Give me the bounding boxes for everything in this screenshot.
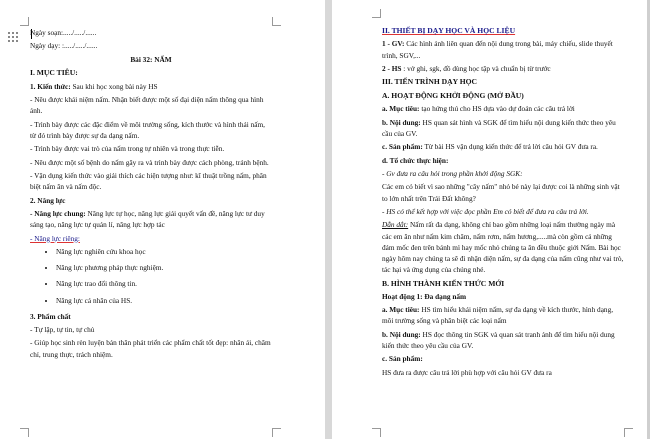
page-corner-mark xyxy=(624,428,633,437)
ngay-day: Ngày dạy: :...../...../...... xyxy=(30,41,98,51)
label: a. Mục tiêu: xyxy=(382,104,420,114)
text: Các hình ảnh liên quan đến nội dung trong bài, máy chiếu, slide thuyết trình, SGV,... xyxy=(382,39,613,60)
text: Nấm rất đa dạng, không chỉ bao gồm những loại nấm thường ngày mà các em ăn như nấm kim châm, nấm rơm, nấm hương,.....mà còn gồm cả những đám mốc đen trên bánh mì hay mốc nhỏ chúng ta ăn đều thuộc giới Nấm. Bài học ngày hôm nay chúng ta sẽ đi nhận diện nấm, sự đa dạng của nấm cũng như vai trò, tác hại và ứng dụng của chúng nhé. xyxy=(382,220,624,275)
heading-san-pham: c. Sản phẩm: xyxy=(382,354,423,364)
page-corner-mark xyxy=(372,9,381,18)
page-corner-mark xyxy=(372,428,381,437)
paragraph-nang-luc-rieng: - Năng lực riêng: xyxy=(30,233,80,243)
paragraph: - Trình bày được các đặc điểm về môi trường sống, kích thước và hình thái nấm, từ đó trình bày được sự đa dạng nấm. xyxy=(30,119,266,140)
page-2-text[interactable] xyxy=(382,23,624,380)
paragraph xyxy=(382,304,624,326)
heading-to-chuc: d. Tổ chức thực hiện: xyxy=(382,155,449,165)
heading-tien-trinh: III. TIẾN TRÌNH DẠY HỌC xyxy=(382,77,478,87)
heading-hinh-thanh: B. HÌNH THÀNH KIẾN THỨC MỚI xyxy=(382,278,505,288)
page-corner-mark xyxy=(272,428,281,437)
label: a. Mục tiêu: xyxy=(382,305,420,315)
paragraph xyxy=(382,219,624,275)
paragraph: - Trình bày được vai trò của nấm trong tự nhiên và trong thực tiễn. xyxy=(30,144,225,154)
page-corner-mark xyxy=(20,17,29,26)
lesson-title: Bài 32: NẤM xyxy=(130,54,172,64)
text: Năng lực tự học, năng lực giải quyết vấn đề, năng lực tư duy sáng tạo, năng lực tự quản lí, năng lực hợp tác xyxy=(30,208,265,230)
heading-hoat-dong-1: Hoạt động 1: Đa dạng nấm xyxy=(382,291,467,301)
list-item: • Năng lực nghiên cứu khoa học xyxy=(56,246,272,257)
list-item: • Năng lực cá nhân của HS. xyxy=(56,295,272,306)
paragraph xyxy=(382,103,624,114)
page-corner-mark xyxy=(272,17,281,26)
paragraph: - Vận dụng kiến thức vào giải thích các hiện tượng như: kĩ thuật trồng nấm, phân biệt nấm ăn và nấm độc. xyxy=(30,170,267,192)
label: b. Nội dung: xyxy=(382,329,421,339)
document-page-2 xyxy=(332,0,650,439)
list-item: • Năng lực trao đổi thông tin. xyxy=(56,278,272,289)
paragraph xyxy=(30,208,272,230)
text: tạo hứng thú cho HS dựa vào dự đoán các câu trả lời xyxy=(419,104,575,114)
paragraph: - Gv đưa ra câu hỏi trong phần khởi động SGK: xyxy=(382,168,523,178)
label: b. Nội dung: xyxy=(382,117,421,127)
page-corner-mark xyxy=(20,428,29,437)
page-1-text[interactable] xyxy=(30,27,272,362)
label: c. Sản phẩm: xyxy=(382,142,423,152)
paragraph xyxy=(30,81,272,92)
text: Từ bài HS vận dụng kiến thức để trả lời câu hỏi GV đưa ra. xyxy=(422,142,598,152)
text: Sau khi học xong bài này HS xyxy=(70,81,158,91)
paragraph xyxy=(382,38,624,60)
bullet-list xyxy=(30,246,272,306)
paragraph: - HS có thể kết hợp với việc đọc phần Em có biết để đưa ra câu trả lời. xyxy=(382,206,589,216)
paragraph xyxy=(382,329,624,351)
text: HS tìm hiểu khái niệm nấm, sự đa dạng về kích thước, hình dạng, môi trường sống và phân biệt các loại nấm xyxy=(382,305,614,326)
list-item: • Năng lực phương pháp thực nghiệm. xyxy=(56,262,272,273)
text: HS quan sát hình và SGK để tìm hiểu nội dung kiến thức theo yêu cầu của GV. xyxy=(382,117,616,138)
paragraph: - Nêu được một số bệnh do nấm gây ra và trình bày được cách phòng, tránh bệnh. xyxy=(30,157,269,167)
paragraph: - Giúp học sinh rèn luyện bản thân phát triển các phẩm chất tốt đẹp: nhân ái, chăm chỉ, trung thực, trách nhiệm. xyxy=(30,338,271,359)
text: : vở ghi, sgk, đồ dùng học tập và chuẩn bị từ trước xyxy=(401,63,551,73)
ngay-soan: Ngày soạn:...../...../...... xyxy=(30,28,97,37)
page-gutter xyxy=(325,0,332,439)
heading-nang-luc: 2. Năng lực xyxy=(30,195,66,205)
paragraph: - Tự lập, tự tin, tự chủ xyxy=(30,325,95,335)
paragraph xyxy=(382,117,624,139)
label: 1. Kiến thức: xyxy=(30,81,71,91)
heading-khoi-dong: A. HOẠT ĐỘNG KHỞI ĐỘNG (MỞ ĐẦU) xyxy=(382,90,524,100)
label: 1 - GV: xyxy=(382,39,405,49)
heading-pham-chat: 3. Phẩm chất xyxy=(30,311,71,321)
label: - Năng lực chung: xyxy=(30,208,86,218)
paragraph xyxy=(382,63,624,74)
paragraph: Các em có biết vì sao những "cây nấm" nhỏ bé này lại được coi là những sinh vật to lớn nhất trên Trái Đất không? xyxy=(382,182,620,203)
paragraph: - Nêu được khái niệm nấm. Nhận biết được một số đại diện nấm thông qua hình ảnh. xyxy=(30,94,264,116)
paragraph: HS đưa ra được câu trả lời phù hợp với câu hỏi GV đưa ra xyxy=(382,367,552,377)
text: HS đọc thông tin SGK và quan sát tranh ảnh để tìm hiểu nội dung kiến thức theo yêu cầu của GV. xyxy=(382,329,615,351)
paragraph xyxy=(382,141,624,152)
label: 2 - HS xyxy=(382,63,402,73)
heading-muc-tieu: I. MỤC TIÊU: xyxy=(30,68,78,78)
label: Dẫn dắt: xyxy=(382,220,409,230)
move-handle-icon[interactable] xyxy=(8,32,18,42)
heading-thiet-bi: II. THIẾT BỊ DẠY HỌC VÀ HỌC LIỆU xyxy=(382,26,516,35)
